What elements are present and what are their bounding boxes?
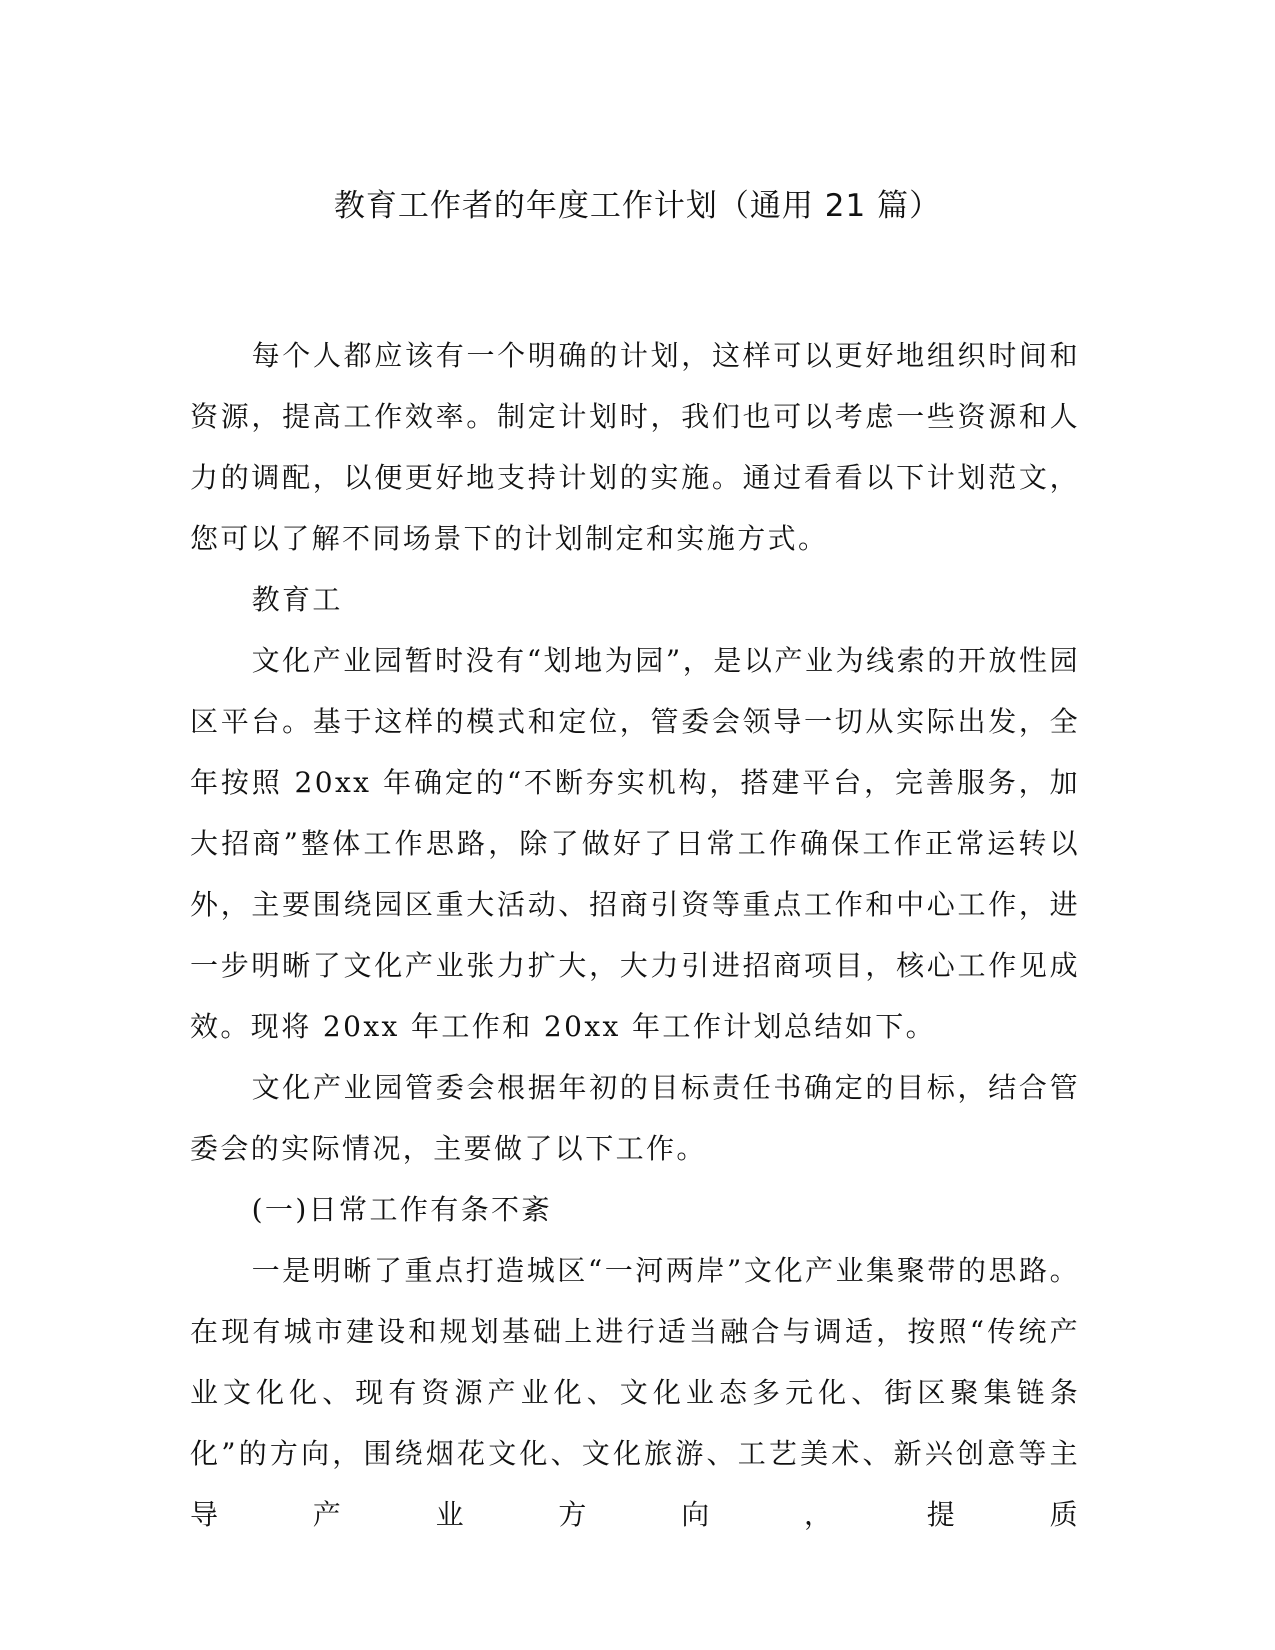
document-title: 教育工作者的年度工作计划（通用 21 篇） xyxy=(333,188,942,224)
paragraph-subheading-daily-work: (一)日常工作有条不紊 xyxy=(251,1193,552,1226)
paragraph-section-label: 教育工 xyxy=(251,583,343,616)
paragraph-park-overview: 文化产业园暂时没有“划地为园”，是以产业为线索的开放性园区平台。基于这样的模式和定位，管委会领导一切从实际出发，全年按照 20xx 年确定的“不断夯实机构，搭建平台，完善服务，加大招商”整体工作思路，除了做好了日常工作确保工作正常运转以外，主要围绕园区重大活动、招商引资等重点工作和中心工作，进一步明晰了文化产业张力扩大，大力引进招商项目，核心工作见成效。现将 20xx 年工作和 20xx 年工作计划总结如下。 xyxy=(190,644,1080,1043)
paragraph-intro: 每个人都应该有一个明确的计划，这样可以更好地组织时间和资源，提高工作效率。制定计划时，我们也可以考虑一些资源和人力的调配，以便更好地支持计划的实施。通过看看以下计划范文，您可以了解不同场景下的计划制定和实施方式。 xyxy=(190,339,1080,555)
paragraph-cultural-belt: 一是明晰了重点打造城区“一河两岸”文化产业集聚带的思路。在现有城市建设和规划基础上进行适当融合与调适，按照“传统产业文化化、现有资源产业化、文化业态多元化、街区聚集链条化”的方向，围绕烟花文化、文化旅游、工艺美术、新兴创意等主导产业方向，提质 xyxy=(190,1254,1080,1531)
paragraph-work-summary: 文化产业园管委会根据年初的目标责任书确定的目标，结合管委会的实际情况，主要做了以下工作。 xyxy=(190,1071,1080,1165)
document-body xyxy=(190,325,1080,1545)
